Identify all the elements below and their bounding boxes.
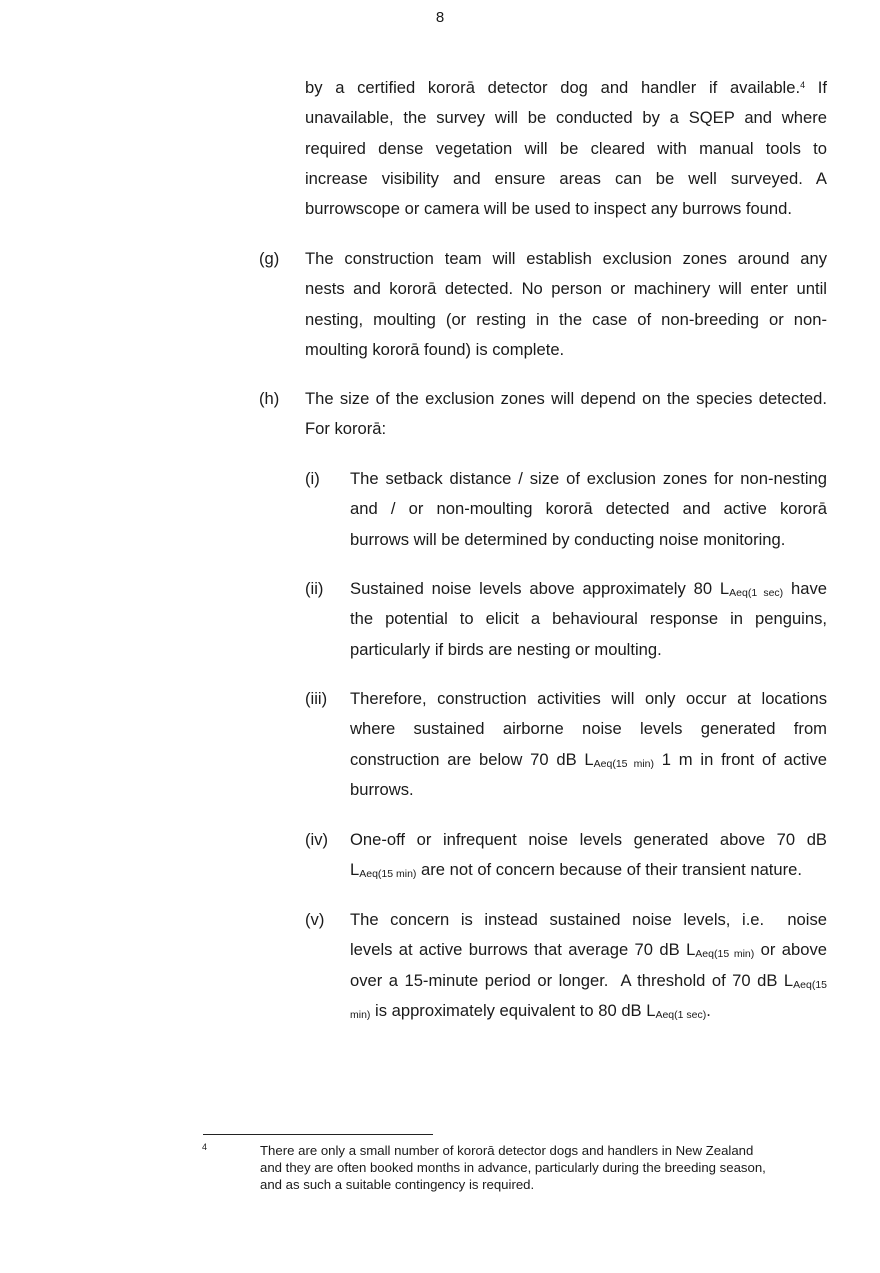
footnote-text	[260, 1142, 820, 1193]
text-line: nesting, moulting (or resting in the case of non-breeding or non-	[305, 309, 827, 329]
footnote-separator	[203, 1134, 433, 1135]
intro-paragraph	[305, 73, 827, 224]
item-i-paragraph	[350, 464, 827, 555]
text-line: burrows will be determined by conducting noise monitoring.	[350, 529, 786, 549]
text-line: over a 15-minute period or longer. A threshold of 70 dB $L_{Aeq(15}$	[350, 970, 827, 991]
item-g-paragraph	[305, 244, 827, 365]
footnote-reference[interactable]: 4	[800, 80, 806, 90]
text-line: The setback distance / size of exclusion zones for non-nesting	[350, 469, 827, 488]
text-line: required dense vegetation will be cleared with manual tools to	[305, 138, 827, 158]
text-line: and / or non-moulting kororā detected and active kororā	[350, 499, 827, 519]
item-v-paragraph	[350, 905, 827, 1026]
text-line: Therefore, construction activities will only occur at locations	[350, 689, 827, 708]
item-label-i: (i)	[305, 469, 320, 488]
text-line: There are only a small number of kororā detector dogs and handlers in New Zealand	[260, 1143, 754, 1158]
page-number: 8	[435, 9, 445, 26]
text-line: The construction team will establish exclusion zones around any	[305, 249, 827, 268]
item-label-g: (g)	[259, 249, 280, 268]
text-line: One-off or infrequent noise levels generated above 70 dB	[350, 830, 827, 849]
text-line: burrows.	[350, 779, 414, 799]
text-line: and as such a suitable contingency is required.	[260, 1177, 535, 1192]
text-line: levels at active burrows that average 70 dB $L_{Aeq(15 min)}$ or above	[350, 940, 827, 961]
text-line: where sustained airborne noise levels generated from	[350, 719, 827, 739]
item-label-v: (v)	[305, 910, 325, 929]
text-line: increase visibility and ensure areas can be well surveyed. A	[305, 168, 827, 188]
text-line: burrowscope or camera will be used to inspect any burrows found.	[305, 199, 792, 219]
item-ii-paragraph	[350, 574, 827, 665]
text-line: particularly if birds are nesting or moulting.	[350, 639, 662, 659]
text-line: Sustained noise levels above approximately 80 $L_{Aeq(1 sec)}$ have	[350, 579, 827, 599]
text-line: construction are below 70 dB $L_{Aeq(15 min)}$ 1 m in front of active	[350, 749, 827, 770]
text-line: nests and kororā detected. No person or machinery will enter until	[305, 279, 827, 299]
footnote-number: 4	[202, 1142, 208, 1152]
text-line: The size of the exclusion zones will depend on the species detected.	[305, 389, 827, 408]
item-iv-paragraph	[350, 825, 827, 886]
text-line: and they are often booked months in advance, particularly during the breeding season,	[260, 1160, 766, 1175]
text-line: $_{min)}$ is approximately equivalent to 80 dB $L_{Aeq(1 sec)}$.	[350, 1000, 711, 1021]
text-line: moulting kororā found) is complete.	[305, 339, 565, 359]
text-line: unavailable, the survey will be conducted by a SQEP and where	[305, 108, 827, 128]
text-line: the potential to elicit a behavioural response in penguins,	[350, 609, 827, 629]
item-label-iv: (iv)	[305, 830, 329, 849]
text-line: by a certified kororā detector dog and handler if available.$^4$ If	[305, 78, 827, 97]
item-label-iii: (iii)	[305, 689, 328, 708]
item-label-h: (h)	[259, 389, 280, 408]
text-line: The concern is instead sustained noise levels, i.e. noise	[350, 910, 827, 929]
item-h-paragraph	[305, 384, 827, 445]
text-line: $L_{Aeq(15 min)}$ are not of concern because of their transient nature.	[350, 860, 803, 881]
text-line: For kororā:	[305, 419, 387, 439]
item-iii-paragraph	[350, 684, 827, 805]
item-label-ii: (ii)	[305, 579, 324, 598]
